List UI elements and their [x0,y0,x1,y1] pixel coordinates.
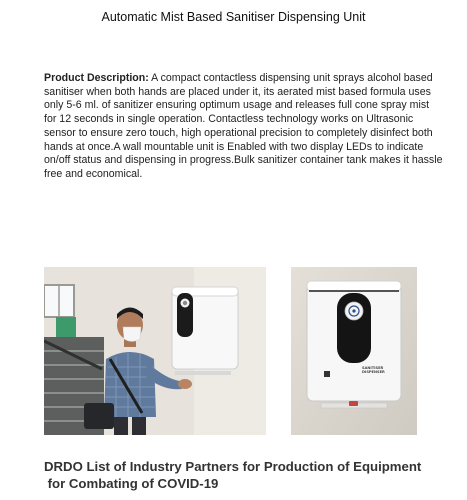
footer-line-1: DRDO List of Industry Partners for Production of Equipment [44,459,422,474]
footer-line-2: for Combating of COVID-19 [44,476,219,491]
page-title: Automatic Mist Based Sanitiser Dispensing Unit [101,10,366,24]
description-label: Product Description: [44,72,149,84]
dispenser-label-line2: DISPENSER [362,370,385,375]
dispenser-label-line1: SANITISER [362,366,384,370]
description-text: A compact contactless dispensing unit sprays alcohol based sanitiser when both hands are placed under it, its aerated mist based formula uses only 5-6 ml. of sanitizer ensuring optimum usage and releases full cone spray mist for 12 seconds in single operation. Contactless technology works on Ultrasonic sensor to ensure zero touch, high operational precision to completely disinfect both hands at once.A wall mountable unit is Enabled with two display LEDs to indicate on/off status and dispensing in progress.Bulk sanitizer container tank makes it hassle free and economical. [44,72,443,180]
photo-man-using-dispenser [44,267,266,435]
dispenser-label [362,366,385,374]
photo-dispenser-closeup [291,267,417,435]
dispenser-closeup-image [291,267,417,435]
product-description [44,72,444,182]
footer-heading [44,458,454,492]
man-using-dispenser-image [44,267,266,435]
